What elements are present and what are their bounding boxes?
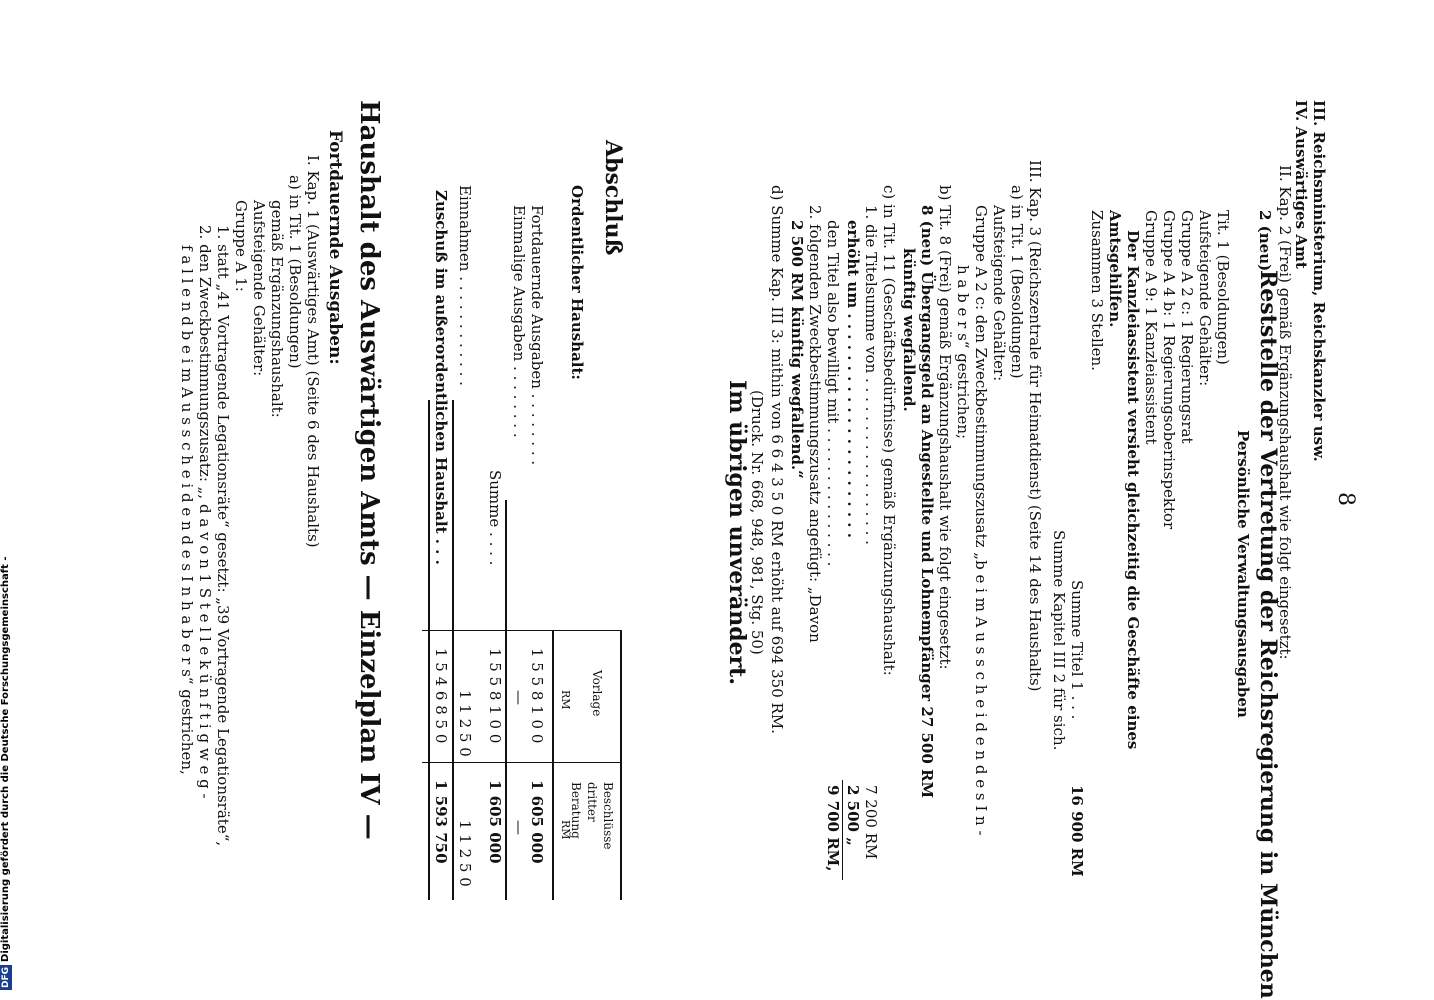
haushalt-aufsteigende: Aufsteigende Gehälter: [250,200,268,377]
row-einnahmen-vorlage: 1 1 2 5 0 [456,690,474,757]
row-zuschuss-beschluesse: 1 593 750 [432,780,450,864]
row-einnahmen-beschluesse: 1 1 2 5 0 [456,820,474,887]
section-iii-c1a-value: 7 200 RM [862,785,880,860]
row-zuschuss-label: Zuschuß im außerordentlichen Haushalt . . . [432,190,450,565]
haushalt-a: a) in Tit. 1 (Besoldungen) [286,175,304,369]
header-line-1: III. Reichsministerium, Reichskanzler usw. [1310,100,1328,462]
section-ii-new-title: Reststelle der Vertretung der Reichsregierung in München [1255,270,1281,999]
digitization-credit-text [0,556,12,990]
row-fortdauernde-beschluesse: 1 605 000 [528,780,546,864]
column-header-beschluesse: Beschlüsse dritter Beratung [569,782,615,850]
haushalt-kap: I. Kap. 1 (Auswärtiges Amt) (Seite 6 des Haushalts) [304,155,322,548]
haushalt-item-2a: 2. den Zweckbestimmungszusatz: „, d a v o n 1 S t e l l e k ü n f t i g w e g - [196,225,214,799]
section-ii-zusammen: Zusammen 3 Stellen. [1088,210,1106,371]
section-ii-gruppe-1: Gruppe A 2 c: 1 Regierungsrat [1178,210,1196,444]
section-ii-subtitle: Persönliche Verwaltungsausgaben [1234,430,1252,718]
section-iii-c1c-value: 9 700 RM, [824,785,842,872]
section-iii-c1c: den Titel also bewilligt mit . . . . . . . . . . . . . . . [824,220,842,567]
column-header-vorlage: Vorlage [590,670,604,717]
section-iii-c2b: 2 500 RM künftig wegfallend.“ [788,220,806,479]
dfg-logo: DFG [1,966,11,988]
credit-label: Digitalisierung gefördert durch die Deutsche Forschungsgemeinschaft - [0,556,11,962]
haushalt-gruppe: Gruppe A 1: [232,200,250,292]
section-ii-gruppe-2: Gruppe A 4 b: 1 Regierungsoberinspektor [1160,210,1178,530]
section-ii-aufsteigende: Aufsteigende Gehälter: [1196,210,1214,387]
section-iii-a-gruppe-2: h a b e r s“ gestrichen; [954,265,972,440]
row-einmalige-vorlage: — [510,690,528,705]
haushalt-item-1: 1. statt „41 Vortragende Legationsräte“ gesetzt: „39 Vortragende Legationsräte“, [214,225,232,847]
section-iii-b1: b) Tit. 8 (Frei) gemäß Ergänzungshaushalt wie folgt eingesetzt: [936,185,954,670]
column-unit-beschluesse: RM [559,820,572,840]
section-iii-d: d) Summe Kap. III 3: mithin von 6 6 4 3 5 0 RM erhöht auf 694 350 RM. [768,185,786,734]
digitization-credit [0,0,18,1000]
section-iii-c1a: 1. die Titelsumme von . . . . . . . . . . . . . . . . . . [862,205,880,545]
row-fortdauernde-vorlage: 1 5 5 8 1 0 0 [528,648,546,744]
row-zuschuss-vorlage: 1 5 4 6 8 5 0 [432,648,450,744]
section-iii-c1b: erhöht um . . . . . . . . . . . . . . . . . . . . . . [844,220,862,538]
row-fortdauernde-label: Fortdauernde Ausgaben . . . . . . . . [528,205,546,466]
section-ii-tit: Tit. 1 (Besoldungen) [1214,210,1232,365]
zuschuss-rule [452,400,454,900]
row-summe-label: Summe . . . . [486,470,504,566]
section-ii-note-1: Der Kanzleiassistent versieht gleichzeitig die Geschäfte eines [1124,230,1142,750]
haushalt-gemaess: gemäß Ergänzungshaushalt: [268,200,286,418]
column-unit-vorlage: RM [559,690,572,710]
section-ii-note-2: Amtsgehilfen. [1106,210,1124,328]
section-iii-intro: III. Kap. 3 (Reichszentrale für Heimatdienst) (Seite 14 des Haushalts) [1026,160,1044,692]
unveraendert-note: Im übrigen unverändert. [724,380,750,685]
section-ii-new-label: 2 (neu) [1256,210,1274,272]
table-top-rule [620,630,622,900]
page-number: 8 [1333,492,1358,506]
section-iii-b3: künftig wegfallend. [900,248,918,412]
header-line-2: IV. Auswärtiges Amt [1292,100,1310,269]
table-header-rule [552,630,554,900]
haushalt-item-2b: f a l l e n d b e i m A u s s c h e i d e n d e s I n h a b e r s“ gestrichen, [178,245,196,775]
section-iii-c: c) in Tit. 11 (Geschäftsbedürfnisse) gemäß Ergänzungshaushalt: [880,185,898,676]
row-summe-vorlage: 1 5 5 8 1 0 0 [486,648,504,744]
haushalt-title: Haushalt des Auswärtigen Amts — Einzelplan IV — [354,100,384,840]
fortdauernde-ausgaben: Fortdauernde Ausgaben: [325,130,345,365]
section-iii-c2a: 2. folgenden Zweckbestimmungszusatz angefügt: „Davon [806,205,824,643]
sum-rule [842,780,843,880]
section-iii-a-sub: Aufsteigende Gehälter: [990,205,1008,382]
section-ii-summe-titel: Summe Titel 1 . . . [1068,580,1086,720]
druck-reference: (Druck. Nr. 668, 948, 981, Stg. 50) [748,390,766,655]
table-bottom-rule [428,400,430,900]
section-ii-intro: II. Kap. 2 (Frei) gemäß Ergänzungshaushalt wie folgt eingesetzt: [1276,165,1294,660]
section-iii-c1b-value: 2 500 „ [844,785,862,846]
row-summe-beschluesse: 1 605 000 [486,780,504,864]
section-iii-a: a) in Tit. 1 (Besoldungen) [1008,185,1026,379]
abschluss-title: Abschluß [600,140,626,256]
row-einnahmen-label: Einnahmen . . . . . . . . . . . . [456,185,474,386]
summe-rule [505,500,507,900]
section-ii-summe-titel-value: 16 900 RM [1068,785,1086,877]
row-einmalige-beschluesse: — [510,820,528,835]
row-einmalige-label: Einmalige Ausgaben . . . . . . . . [510,205,528,438]
section-ii-summe-kapitel: Summe Kapitel III 2 für sich. [1050,530,1068,751]
section-iii-b2: 8 (neu) Übergangsgeld an Angestellte und Lohnempfänger 27 500 RM [918,205,936,799]
ordentlicher-haushalt: Ordentlicher Haushalt: [568,185,586,380]
section-iii-a-gruppe: Gruppe A 2 c: den Zweckbestimmungszusatz „b e i m A u s s c h e i d e n d e s I n - [972,205,990,836]
section-ii-gruppe-3: Gruppe A 9: 1 Kanzleiassistent [1142,210,1160,445]
